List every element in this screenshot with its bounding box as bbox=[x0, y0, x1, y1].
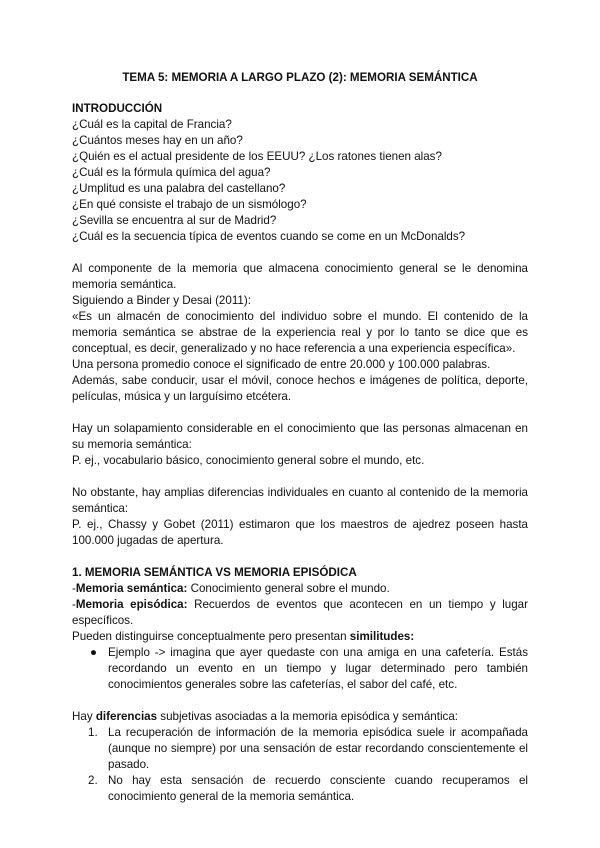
text-span: Hay bbox=[72, 710, 96, 723]
text-span: subjetivas asociadas a la memoria episódica y semántica: bbox=[157, 710, 459, 723]
numbered-list bbox=[72, 725, 528, 805]
differences-line bbox=[72, 709, 528, 725]
question: ¿Cuál es la fórmula química del agua? bbox=[72, 166, 271, 179]
bold-term: similitudes: bbox=[349, 630, 415, 643]
paragraph: Siguiendo a Binder y Desai (2011): bbox=[72, 294, 251, 307]
definition-episodic: -Memoria episódica: Recuerdos de eventos que acontecen en un tiempo y lugar específicos. bbox=[72, 598, 528, 627]
question: ¿Cuál es la capital de Francia? bbox=[72, 118, 232, 131]
question: ¿Umplitud es una palabra del castellano? bbox=[72, 182, 286, 195]
list-item bbox=[90, 645, 528, 693]
paragraph: Hay un solapamiento considerable en el conocimiento que las personas almacenan en su memoria semántica: bbox=[72, 422, 528, 451]
bullet-icon: ● bbox=[90, 646, 98, 659]
list-number: 2. bbox=[88, 774, 98, 787]
question: ¿Sevilla se encuentra al sur de Madrid? bbox=[72, 214, 277, 227]
paragraph: Además, sabe conducir, usar el móvil, conoce hechos e imágenes de política, deporte, películas, música y un larguísimo etcétera. bbox=[72, 374, 528, 403]
section-heading: 1. MEMORIA SEMÁNTICA VS MEMORIA EPISÓDICA bbox=[72, 566, 357, 579]
list-item-text: La recuperación de información de la memoria episódica suele ir acompañada (aunque no siempre) por una sensación de estar recordando conscientemente el pasado. bbox=[108, 726, 528, 771]
question: ¿En qué consiste el trabajo de un sismólogo? bbox=[72, 198, 307, 211]
question: ¿Cuál es la secuencia típica de eventos cuando se come en un McDonalds? bbox=[72, 230, 466, 243]
paragraph: Al componente de la memoria que almacena conocimiento general se le denomina memoria semántica. bbox=[72, 262, 528, 291]
term-text: Conocimiento general sobre el mundo. bbox=[187, 582, 390, 595]
question: ¿Cuántos meses hay en un año? bbox=[72, 134, 243, 147]
paragraph: No obstante, hay amplias diferencias individuales en cuanto al contenido de la memoria semántica: bbox=[72, 486, 528, 515]
quote-paragraph: «Es un almacén de conocimiento del individuo sobre el mundo. El contenido de la memoria semántica se abstrae de la experiencia real y por lo tanto se dice que es conceptual, es decir, generalizado y no hace referencia a una experiencia específica». bbox=[72, 310, 528, 355]
list-number: 1. bbox=[88, 726, 98, 739]
list-item-text: No hay esta sensación de recuerdo consciente cuando recuperamos el conocimiento general de la memoria semántica. bbox=[108, 774, 528, 803]
list-item bbox=[88, 773, 528, 805]
bold-term: diferencias bbox=[95, 710, 158, 723]
term-label: Memoria episódica: bbox=[75, 598, 188, 611]
list-item bbox=[88, 725, 528, 773]
similarities-line bbox=[72, 629, 528, 645]
page-title: TEMA 5: MEMORIA A LARGO PLAZO (2): MEMORIA SEMÁNTICA bbox=[122, 71, 478, 84]
paragraph: P. ej., vocabulario básico, conocimiento general sobre el mundo, etc. bbox=[72, 454, 425, 467]
list-item-text: Ejemplo -> imagina que ayer quedaste con una amiga en una cafetería. Estás recordando un evento en un tiempo y lugar determinado pero también conocimientos generales sobre las cafeterías, el sabor del café, etc. bbox=[108, 646, 528, 691]
text-span: Pueden distinguirse conceptualmente pero presentan bbox=[72, 630, 350, 643]
term-text: Recuerdos de eventos que acontecen en un tiempo y lugar específicos. bbox=[72, 598, 528, 627]
bullet-list bbox=[72, 645, 528, 693]
paragraph: P. ej., Chassy y Gobet (2011) estimaron que los maestros de ajedrez poseen hasta 100.000 jugadas de apertura. bbox=[72, 518, 528, 547]
definition-semantic: -Memoria semántica: Conocimiento general sobre el mundo. bbox=[72, 582, 390, 595]
term-label: Memoria semántica: bbox=[75, 582, 188, 595]
paragraph: Una persona promedio conoce el significado de entre 20.000 y 100.000 palabras. bbox=[72, 358, 491, 371]
intro-heading: INTRODUCCIÓN bbox=[72, 102, 163, 115]
question: ¿Quién es el actual presidente de los EEUU? ¿Los ratones tienen alas? bbox=[72, 150, 442, 163]
